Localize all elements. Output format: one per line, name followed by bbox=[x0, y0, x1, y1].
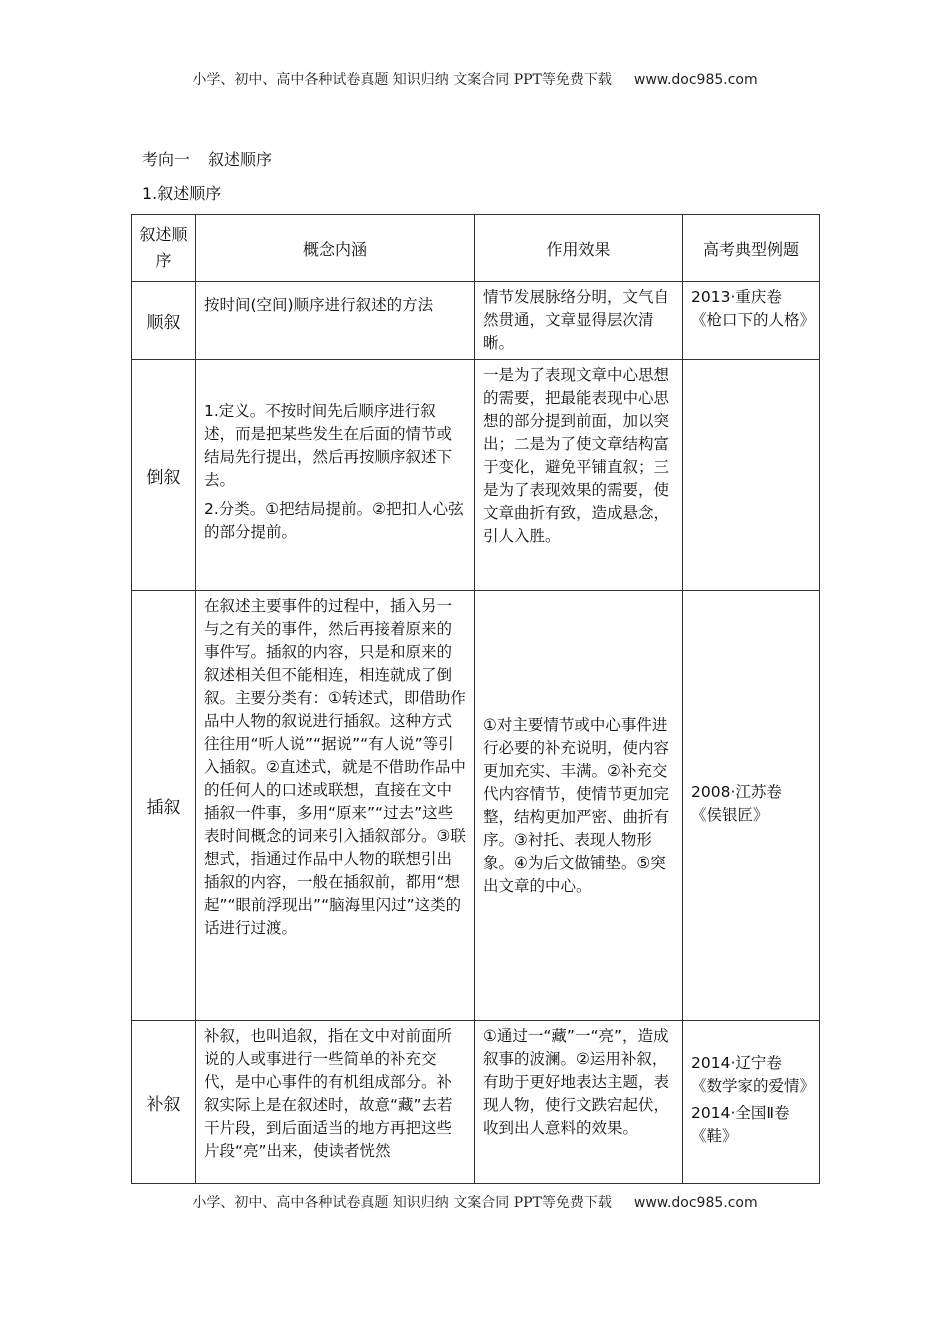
header-cell-examples: 高考典型例题 bbox=[683, 215, 820, 282]
row-effect: ①对主要情节或中心事件进行必要的补充说明，使内容更加充实、丰满。②补充交代内容情节，使情节更加完整，结构更加严密、曲折有序。③衬托、表现人物形象。④为后文做铺垫。⑤突出文章的中心。 bbox=[475, 591, 683, 1021]
row-type: 插叙 bbox=[132, 591, 196, 1021]
row-concept: 补叙，也叫追叙，指在文中对前面所说的人或事进行一些简单的补充交代，是中心事件的有机组成部分。补叙实际上是在叙述时，故意“藏”去若干片段，到后面适当的地方再把这些片段“亮”出来，使读者恍然 bbox=[196, 1021, 475, 1184]
section-name: 叙述顺序 bbox=[208, 150, 273, 169]
row-examples: 2008·江苏卷《侯银匠》 bbox=[683, 591, 820, 1021]
table-row bbox=[132, 282, 820, 360]
table-row bbox=[132, 1021, 820, 1184]
header-cell-order: 叙述顺序 bbox=[132, 215, 196, 282]
row-concept: 1.定义。不按时间先后顺序进行叙述，而是把某些发生在后面的情节或结局先行提出，然后再按顺序叙述下去。 2.分类。①把结局提前。②把扣人心弦的部分提前。 bbox=[196, 360, 475, 591]
page-header bbox=[0, 69, 950, 89]
footer-text: 小学、初中、高中各种试卷真题 知识归纳 文案合同 PPT等免费下载 bbox=[192, 1195, 612, 1211]
page-footer bbox=[0, 1192, 950, 1212]
header-site[interactable]: www.doc985.com bbox=[633, 72, 758, 88]
table-header-row bbox=[132, 215, 820, 282]
row-type: 倒叙 bbox=[132, 360, 196, 591]
row-examples bbox=[683, 360, 820, 591]
footer-site[interactable]: www.doc985.com bbox=[633, 1195, 758, 1211]
section-title bbox=[142, 147, 272, 170]
header-cell-effect: 作用效果 bbox=[475, 215, 683, 282]
row-effect: 一是为了表现文章中心思想的需要，把最能表现中心思想的部分提到前面，加以突出；二是为了使文章结构富于变化，避免平铺直叙；三是为了表现效果的需要，使文章曲折有致，造成悬念，引人入胜。 bbox=[475, 360, 683, 591]
row-effect: 情节发展脉络分明，文气自然贯通，文章显得层次清晰。 bbox=[475, 282, 683, 360]
section-label: 考向一 bbox=[142, 150, 191, 169]
row-effect: ①通过一“藏”一“亮”，造成叙事的波澜。②运用补叙，有助于更好地表达主题，表现人物，使行文跌宕起伏，收到出人意料的效果。 bbox=[475, 1021, 683, 1184]
row-concept: 按时间(空间)顺序进行叙述的方法 bbox=[196, 282, 475, 360]
row-examples: 2014·辽宁卷《数学家的爱情》 2014·全国Ⅱ卷《鞋》 bbox=[683, 1021, 820, 1184]
table-row bbox=[132, 591, 820, 1021]
row-type: 顺叙 bbox=[132, 282, 196, 360]
row-examples: 2013·重庆卷《枪口下的人格》 bbox=[683, 282, 820, 360]
row-concept: 在叙述主要事件的过程中，插入另一与之有关的事件，然后再接着原来的事件写。插叙的内容，只是和原来的叙述相关但不能相连，相连就成了倒叙。主要分类有：①转述式，即借助作品中人物的叙说进行插叙。这种方式往往用“听人说”“据说”“有人说”等引入插叙。②直述式，就是不借助作品中的任何人的口述或联想，直接在文中插叙一件事，多用“原来”“过去”这些表时间概念的词来引入插叙部分。③联想式，指通过作品中人物的联想引出插叙的内容，一般在插叙前，都用“想起”“眼前浮现出”“脑海里闪过”这类的话进行过渡。 bbox=[196, 591, 475, 1021]
row-type: 补叙 bbox=[132, 1021, 196, 1184]
narrative-order-table bbox=[131, 214, 820, 1184]
table-row bbox=[132, 360, 820, 591]
subsection-title: 1.叙述顺序 bbox=[142, 184, 222, 203]
header-text: 小学、初中、高中各种试卷真题 知识归纳 文案合同 PPT等免费下载 bbox=[192, 72, 612, 88]
header-cell-concept: 概念内涵 bbox=[196, 215, 475, 282]
